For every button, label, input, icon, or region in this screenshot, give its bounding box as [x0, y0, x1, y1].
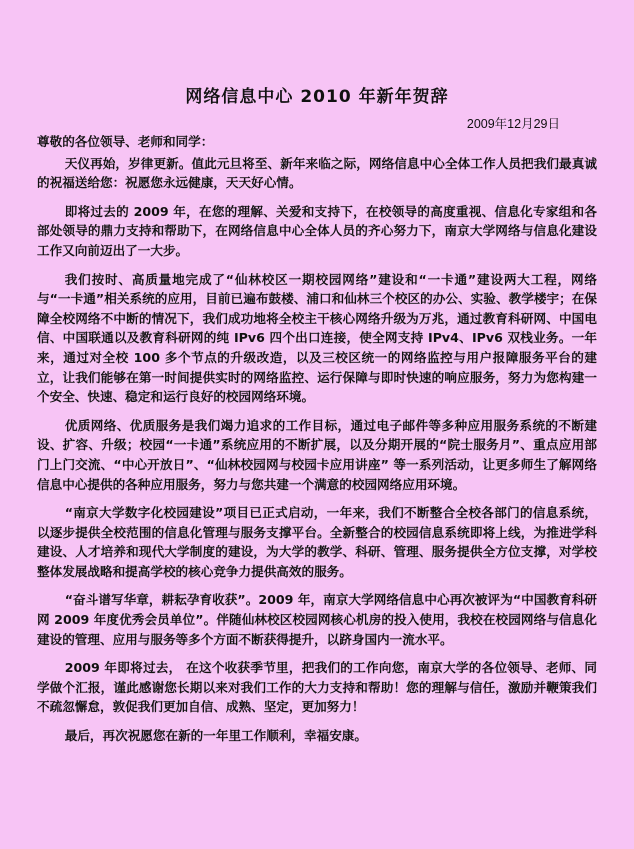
letter-greeting: 尊敬的各位领导、老师和同学： — [37, 134, 214, 149]
paragraph-6: “奋斗谱写华章，耕耘孕育收获”。2009 年，南京大学网络信息中心再次被评为“中国教育科研网 2009 年度优秀会员单位”。伴随仙林校区校园网核心机房的投入使用，我校在校园网络与信息化建设的管理、应用与服务等多个方面不断获得提升，以跻身国内一流水平。 — [37, 592, 597, 647]
letter-date: 2009年12月29日 — [466, 117, 560, 131]
letter-body — [37, 132, 597, 755]
paragraph-3: 我们按时、高质量地完成了“仙林校区一期校园网络”建设和“一卡通”建设两大工程，网络与“一卡通”相关系统的应用，目前已遍布鼓楼、浦口和仙林三个校区的办公、实验、教学楼宇；在保障全校网络不中断的情况下，我们成功地将全校主干核心网络升级为万兆，通过教育科研网、中国电信、中国联通以及教育科研网的纯 IPv6 四个出口连接，使全网支持 IPv4、IPv6 双栈业务。一年来，通过对全校 100 多个节点的升级改造，以及三校区统一的网络监控与用户报障服务平台的建立，让我们能够在第一时间提供实时的网络监控、运行保障与即时快速的响应服务，努力为您构建一个安全、快速、稳定和运行良好的校园网络环境。 — [37, 271, 597, 405]
paragraph-5: “南京大学数字化校园建设”项目已正式启动，一年来，我们不断整合全校各部门的信息系统，以逐步提供全校范围的信息化管理与服务支撑平台。全新整合的校园信息系统即将上线，为推进学科建设、人才培养和现代大学制度的建设，为大学的教学、科研、管理、服务提供全方位支撑，对学校整体发展战略和提高学校的核心竞争力提供高效的服务。 — [37, 505, 597, 579]
paragraph-2: 即将过去的 2009 年，在您的理解、关爱和支持下，在校领导的高度重视、信息化专家组和各部处领导的鼎力支持和帮助下，在网络信息中心全体人员的齐心努力下，南京大学网络与信息化建设工作又向前迈出了一大步。 — [37, 203, 597, 258]
paragraph-7: 2009 年即将过去， 在这个收获季节里，把我们的工作向您，南京大学的各位领导、老师、同学做个汇报，谨此感谢您长期以来对我们工作的大力支持和帮助！您的理解与信任，激励并鞭策我们不疏忽懈怠，敦促我们更加自信、成熟、坚定，更加努力！ — [37, 660, 597, 715]
paragraph-4: 优质网络、优质服务是我们竭力追求的工作目标，通过电子邮件等多种应用服务系统的不断建设、扩容、升级；校园“一卡通”系统应用的不断扩展，以及分期开展的“院士服务月”、重点应用部门上门交流、“中心开放日”、“仙林校园网与校园卡应用讲座” 等一系列活动，让更多师生了解网络信息中心提供的各种应用服务，努力与您共建一个满意的校园网络应用环境。 — [37, 417, 597, 492]
page-title: 网络信息中心 2010 年新年贺辞 — [185, 87, 449, 107]
paragraph-1: 天仪再始，岁律更新。值此元旦将至、新年来临之际，网络信息中心全体工作人员把我们最真诚的祝福送给您：祝愿您永远健康，天天好心情。 — [37, 155, 597, 191]
paragraph-8: 最后，再次祝愿您在新的一年里工作顺利，幸福安康。 — [64, 728, 367, 744]
